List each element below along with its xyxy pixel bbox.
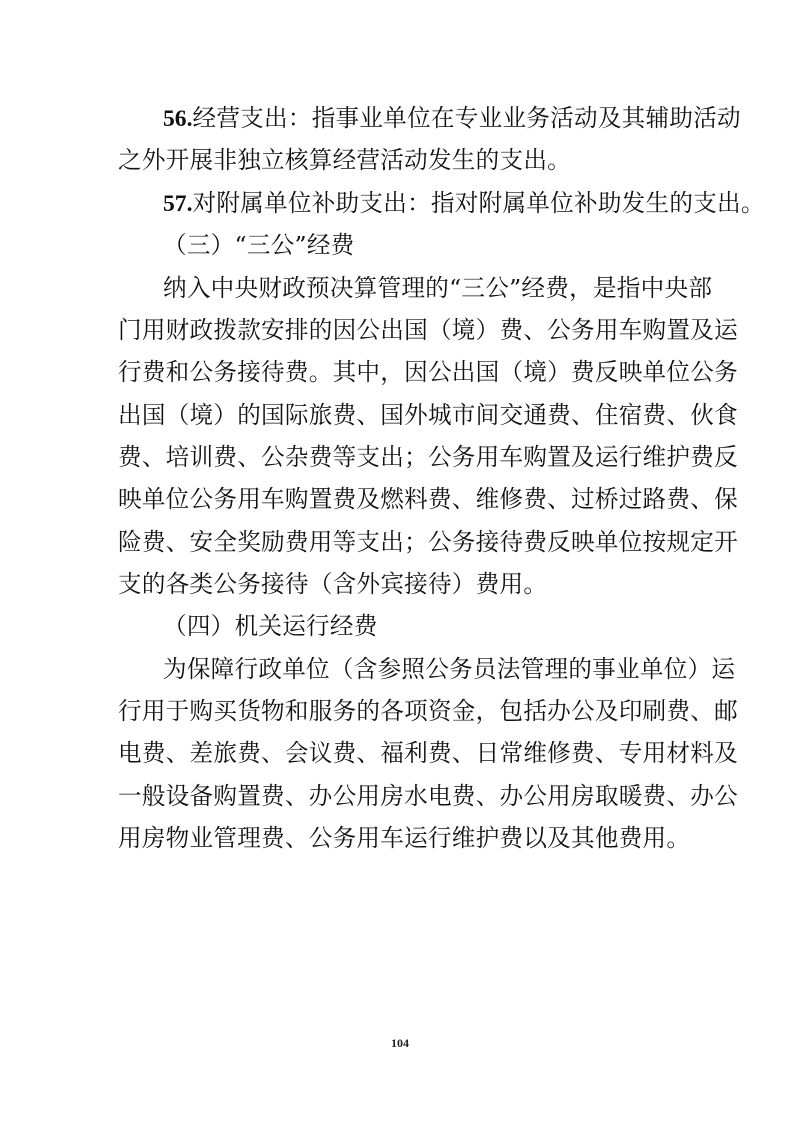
- section-3-heading: （三）“三公”经费: [163, 231, 355, 259]
- item-56-number: 56.: [163, 106, 193, 132]
- section-3-line-6: 映单位公务用车购置费及燃料费、维修费、过桥过路费、保: [118, 485, 738, 513]
- section-4-line-4: 一般设备购置费、办公用房水电费、办公用房取暖费、办公: [118, 782, 738, 810]
- item-56-line-1: [163, 103, 741, 133]
- section-4-heading: （四）机关运行经费: [163, 612, 378, 640]
- section-3-line-1: 纳入中央财政预决算管理的“三公”经费，是指中央部: [163, 274, 713, 302]
- item-56-text: 经营支出：指事业单位在专业业务活动及其辅助活动: [192, 104, 741, 132]
- item-57-line-1: [163, 188, 765, 218]
- section-4-line-2: 行用于购买货物和服务的各项资金，包括办公及印刷费、邮: [118, 697, 738, 725]
- section-3-line-8: 支的各类公务接待（含外宾接待）费用。: [118, 570, 548, 598]
- section-3-line-3: 行费和公务接待费。其中，因公出国（境）费反映单位公务: [118, 358, 738, 386]
- section-4-line-1: 为保障行政单位（含参照公务员法管理的事业单位）运: [163, 655, 736, 683]
- page-number: 104: [391, 1036, 409, 1050]
- section-3-line-5: 费、培训费、公杂费等支出；公务用车购置及运行维护费反: [118, 443, 738, 471]
- section-4-line-5: 用房物业管理费、公务用车运行维护费以及其他费用。: [118, 824, 691, 852]
- item-56-line-2: 之外开展非独立核算经营活动发生的支出。: [118, 146, 572, 174]
- section-3-line-2: 门用财政拨款安排的因公出国（境）费、公务用车购置及运: [118, 316, 738, 344]
- section-3-line-7: 险费、安全奖励费用等支出；公务接待费反映单位按规定开: [118, 528, 738, 556]
- item-57-number: 57.: [163, 191, 193, 217]
- section-4-line-3: 电费、差旅费、会议费、福利费、日常维修费、专用材料及: [118, 739, 738, 767]
- section-3-line-4: 出国（境）的国际旅费、国外城市间交通费、住宿费、伙食: [118, 401, 738, 429]
- item-57-text: 对附属单位补助支出：指对附属单位补助发生的支出。: [192, 189, 765, 217]
